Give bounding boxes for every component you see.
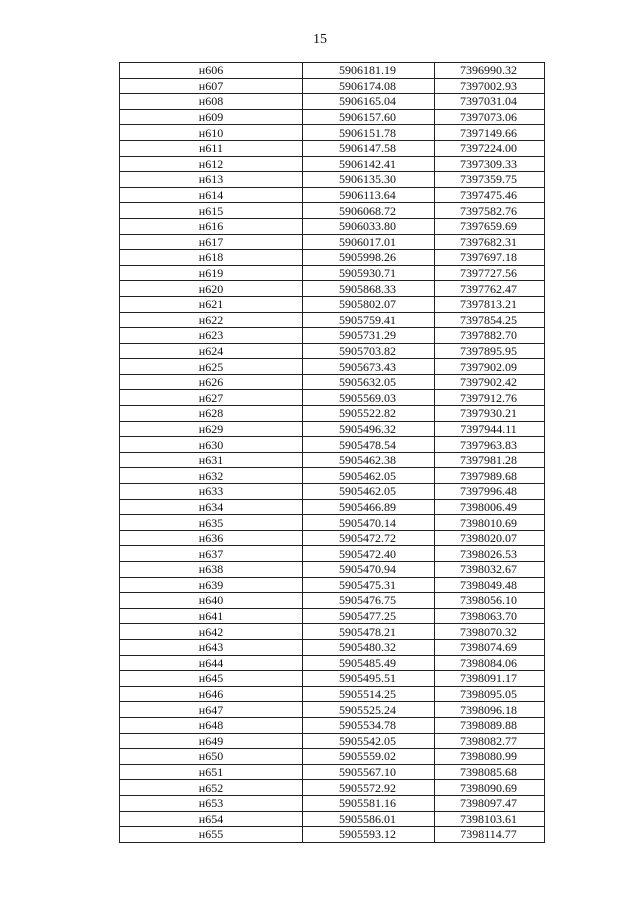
y-coordinate-cell: 7398026.53 <box>435 546 545 562</box>
x-coordinate-cell: 5905522.82 <box>303 406 435 422</box>
x-coordinate-cell: 5905514.25 <box>303 686 435 702</box>
point-id-cell: н648 <box>120 717 303 733</box>
table-row <box>120 94 545 110</box>
point-id-cell: н637 <box>120 546 303 562</box>
point-id-cell: н640 <box>120 593 303 609</box>
x-coordinate-cell: 5905485.49 <box>303 655 435 671</box>
table-row <box>120 390 545 406</box>
table-row <box>120 328 545 344</box>
y-coordinate-cell: 7397902.09 <box>435 359 545 375</box>
table-row <box>120 359 545 375</box>
x-coordinate-cell: 5905930.71 <box>303 265 435 281</box>
x-coordinate-cell: 5906033.80 <box>303 218 435 234</box>
table-row <box>120 312 545 328</box>
y-coordinate-cell: 7397981.28 <box>435 452 545 468</box>
point-id-cell: н616 <box>120 218 303 234</box>
point-id-cell: н609 <box>120 109 303 125</box>
x-coordinate-cell: 5906151.78 <box>303 125 435 141</box>
x-coordinate-cell: 5905703.82 <box>303 343 435 359</box>
point-id-cell: н638 <box>120 562 303 578</box>
table-row <box>120 109 545 125</box>
y-coordinate-cell: 7397727.56 <box>435 265 545 281</box>
table-row <box>120 234 545 250</box>
table-row <box>120 577 545 593</box>
y-coordinate-cell: 7397854.25 <box>435 312 545 328</box>
table-row <box>120 296 545 312</box>
point-id-cell: н610 <box>120 125 303 141</box>
x-coordinate-cell: 5905632.05 <box>303 374 435 390</box>
x-coordinate-cell: 5905586.01 <box>303 811 435 827</box>
x-coordinate-cell: 5906174.08 <box>303 78 435 94</box>
point-id-cell: н608 <box>120 94 303 110</box>
point-id-cell: н642 <box>120 624 303 640</box>
y-coordinate-cell: 7397912.76 <box>435 390 545 406</box>
table-row <box>120 484 545 500</box>
x-coordinate-cell: 5905478.54 <box>303 437 435 453</box>
y-coordinate-cell: 7398084.06 <box>435 655 545 671</box>
point-id-cell: н641 <box>120 608 303 624</box>
y-coordinate-cell: 7397659.69 <box>435 218 545 234</box>
x-coordinate-cell: 5906157.60 <box>303 109 435 125</box>
x-coordinate-cell: 5905593.12 <box>303 827 435 843</box>
point-id-cell: н628 <box>120 406 303 422</box>
x-coordinate-cell: 5905472.72 <box>303 530 435 546</box>
table-row <box>120 827 545 843</box>
point-id-cell: н631 <box>120 452 303 468</box>
point-id-cell: н645 <box>120 671 303 687</box>
table-row <box>120 78 545 94</box>
y-coordinate-cell: 7397359.75 <box>435 172 545 188</box>
y-coordinate-cell: 7398070.32 <box>435 624 545 640</box>
table-row <box>120 203 545 219</box>
point-id-cell: н607 <box>120 78 303 94</box>
x-coordinate-cell: 5905581.16 <box>303 795 435 811</box>
y-coordinate-cell: 7397944.11 <box>435 421 545 437</box>
table-row <box>120 780 545 796</box>
point-id-cell: н613 <box>120 172 303 188</box>
point-id-cell: н615 <box>120 203 303 219</box>
x-coordinate-cell: 5905534.78 <box>303 717 435 733</box>
x-coordinate-cell: 5905569.03 <box>303 390 435 406</box>
x-coordinate-cell: 5906135.30 <box>303 172 435 188</box>
table-row <box>120 795 545 811</box>
x-coordinate-cell: 5905542.05 <box>303 733 435 749</box>
y-coordinate-cell: 7397989.68 <box>435 468 545 484</box>
point-id-cell: н639 <box>120 577 303 593</box>
x-coordinate-cell: 5906068.72 <box>303 203 435 219</box>
table-row <box>120 218 545 234</box>
coordinates-table <box>119 62 545 843</box>
y-coordinate-cell: 7398085.68 <box>435 764 545 780</box>
x-coordinate-cell: 5905998.26 <box>303 250 435 266</box>
x-coordinate-cell: 5905868.33 <box>303 281 435 297</box>
point-id-cell: н653 <box>120 795 303 811</box>
table-row <box>120 639 545 655</box>
table-row <box>120 172 545 188</box>
x-coordinate-cell: 5905759.41 <box>303 312 435 328</box>
x-coordinate-cell: 5905559.02 <box>303 749 435 765</box>
point-id-cell: н606 <box>120 63 303 79</box>
x-coordinate-cell: 5905478.21 <box>303 624 435 640</box>
x-coordinate-cell: 5905472.40 <box>303 546 435 562</box>
table-row <box>120 562 545 578</box>
x-coordinate-cell: 5905475.31 <box>303 577 435 593</box>
table-row <box>120 452 545 468</box>
x-coordinate-cell: 5905470.14 <box>303 515 435 531</box>
point-id-cell: н614 <box>120 187 303 203</box>
x-coordinate-cell: 5906113.64 <box>303 187 435 203</box>
table-row <box>120 515 545 531</box>
table-row <box>120 281 545 297</box>
x-coordinate-cell: 5905731.29 <box>303 328 435 344</box>
point-id-cell: н654 <box>120 811 303 827</box>
table-row <box>120 717 545 733</box>
y-coordinate-cell: 7397882.70 <box>435 328 545 344</box>
y-coordinate-cell: 7398049.48 <box>435 577 545 593</box>
y-coordinate-cell: 7397682.31 <box>435 234 545 250</box>
table-row <box>120 764 545 780</box>
table-row <box>120 265 545 281</box>
x-coordinate-cell: 5905470.94 <box>303 562 435 578</box>
point-id-cell: н629 <box>120 421 303 437</box>
x-coordinate-cell: 5905476.75 <box>303 593 435 609</box>
x-coordinate-cell: 5905495.51 <box>303 671 435 687</box>
y-coordinate-cell: 7398097.47 <box>435 795 545 811</box>
table-row <box>120 156 545 172</box>
x-coordinate-cell: 5905572.92 <box>303 780 435 796</box>
x-coordinate-cell: 5905567.10 <box>303 764 435 780</box>
table-row <box>120 811 545 827</box>
x-coordinate-cell: 5905673.43 <box>303 359 435 375</box>
table-row <box>120 733 545 749</box>
y-coordinate-cell: 7398089.88 <box>435 717 545 733</box>
point-id-cell: н634 <box>120 499 303 515</box>
y-coordinate-cell: 7398091.17 <box>435 671 545 687</box>
point-id-cell: н635 <box>120 515 303 531</box>
point-id-cell: н611 <box>120 140 303 156</box>
table-row <box>120 250 545 266</box>
y-coordinate-cell: 7397475.46 <box>435 187 545 203</box>
y-coordinate-cell: 7397697.18 <box>435 250 545 266</box>
table-row <box>120 702 545 718</box>
point-id-cell: н621 <box>120 296 303 312</box>
table-row <box>120 343 545 359</box>
point-id-cell: н650 <box>120 749 303 765</box>
y-coordinate-cell: 7397902.42 <box>435 374 545 390</box>
y-coordinate-cell: 7397895.95 <box>435 343 545 359</box>
y-coordinate-cell: 7397813.21 <box>435 296 545 312</box>
y-coordinate-cell: 7398082.77 <box>435 733 545 749</box>
point-id-cell: н644 <box>120 655 303 671</box>
y-coordinate-cell: 7398080.99 <box>435 749 545 765</box>
y-coordinate-cell: 7397582.76 <box>435 203 545 219</box>
y-coordinate-cell: 7397963.83 <box>435 437 545 453</box>
y-coordinate-cell: 7398063.70 <box>435 608 545 624</box>
point-id-cell: н612 <box>120 156 303 172</box>
y-coordinate-cell: 7398074.69 <box>435 639 545 655</box>
point-id-cell: н632 <box>120 468 303 484</box>
y-coordinate-cell: 7397762.47 <box>435 281 545 297</box>
x-coordinate-cell: 5905802.07 <box>303 296 435 312</box>
table-row <box>120 686 545 702</box>
point-id-cell: н655 <box>120 827 303 843</box>
table-row <box>120 499 545 515</box>
y-coordinate-cell: 7397309.33 <box>435 156 545 172</box>
x-coordinate-cell: 5906165.04 <box>303 94 435 110</box>
y-coordinate-cell: 7397002.93 <box>435 78 545 94</box>
y-coordinate-cell: 7397224.00 <box>435 140 545 156</box>
table-row <box>120 140 545 156</box>
point-id-cell: н617 <box>120 234 303 250</box>
table-row <box>120 749 545 765</box>
x-coordinate-cell: 5906181.19 <box>303 63 435 79</box>
y-coordinate-cell: 7397149.66 <box>435 125 545 141</box>
table-row <box>120 593 545 609</box>
y-coordinate-cell: 7398114.77 <box>435 827 545 843</box>
y-coordinate-cell: 7398032.67 <box>435 562 545 578</box>
table-row <box>120 624 545 640</box>
table-row <box>120 437 545 453</box>
point-id-cell: н643 <box>120 639 303 655</box>
table-row <box>120 63 545 79</box>
y-coordinate-cell: 7397073.06 <box>435 109 545 125</box>
y-coordinate-cell: 7396990.32 <box>435 63 545 79</box>
table-row <box>120 125 545 141</box>
table-row <box>120 374 545 390</box>
y-coordinate-cell: 7398006.49 <box>435 499 545 515</box>
point-id-cell: н646 <box>120 686 303 702</box>
table-row <box>120 187 545 203</box>
table-row <box>120 406 545 422</box>
point-id-cell: н633 <box>120 484 303 500</box>
y-coordinate-cell: 7397930.21 <box>435 406 545 422</box>
y-coordinate-cell: 7398095.05 <box>435 686 545 702</box>
point-id-cell: н618 <box>120 250 303 266</box>
table-row <box>120 546 545 562</box>
y-coordinate-cell: 7398096.18 <box>435 702 545 718</box>
y-coordinate-cell: 7398090.69 <box>435 780 545 796</box>
coordinates-table-body <box>120 63 545 843</box>
point-id-cell: н627 <box>120 390 303 406</box>
x-coordinate-cell: 5905462.05 <box>303 468 435 484</box>
x-coordinate-cell: 5905462.38 <box>303 452 435 468</box>
point-id-cell: н619 <box>120 265 303 281</box>
y-coordinate-cell: 7397996.48 <box>435 484 545 500</box>
x-coordinate-cell: 5905525.24 <box>303 702 435 718</box>
point-id-cell: н649 <box>120 733 303 749</box>
table-row <box>120 608 545 624</box>
point-id-cell: н636 <box>120 530 303 546</box>
x-coordinate-cell: 5906142.41 <box>303 156 435 172</box>
y-coordinate-cell: 7398056.10 <box>435 593 545 609</box>
table-row <box>120 671 545 687</box>
point-id-cell: н630 <box>120 437 303 453</box>
table-row <box>120 421 545 437</box>
point-id-cell: н623 <box>120 328 303 344</box>
table-row <box>120 655 545 671</box>
x-coordinate-cell: 5905462.05 <box>303 484 435 500</box>
x-coordinate-cell: 5906147.58 <box>303 140 435 156</box>
point-id-cell: н647 <box>120 702 303 718</box>
point-id-cell: н651 <box>120 764 303 780</box>
x-coordinate-cell: 5905477.25 <box>303 608 435 624</box>
point-id-cell: н626 <box>120 374 303 390</box>
x-coordinate-cell: 5905480.32 <box>303 639 435 655</box>
point-id-cell: н652 <box>120 780 303 796</box>
y-coordinate-cell: 7397031.04 <box>435 94 545 110</box>
y-coordinate-cell: 7398010.69 <box>435 515 545 531</box>
point-id-cell: н622 <box>120 312 303 328</box>
y-coordinate-cell: 7398103.61 <box>435 811 545 827</box>
point-id-cell: н625 <box>120 359 303 375</box>
x-coordinate-cell: 5905496.32 <box>303 421 435 437</box>
y-coordinate-cell: 7398020.07 <box>435 530 545 546</box>
x-coordinate-cell: 5906017.01 <box>303 234 435 250</box>
page-number: 15 <box>313 32 327 47</box>
table-row <box>120 468 545 484</box>
table-row <box>120 530 545 546</box>
point-id-cell: н624 <box>120 343 303 359</box>
point-id-cell: н620 <box>120 281 303 297</box>
x-coordinate-cell: 5905466.89 <box>303 499 435 515</box>
